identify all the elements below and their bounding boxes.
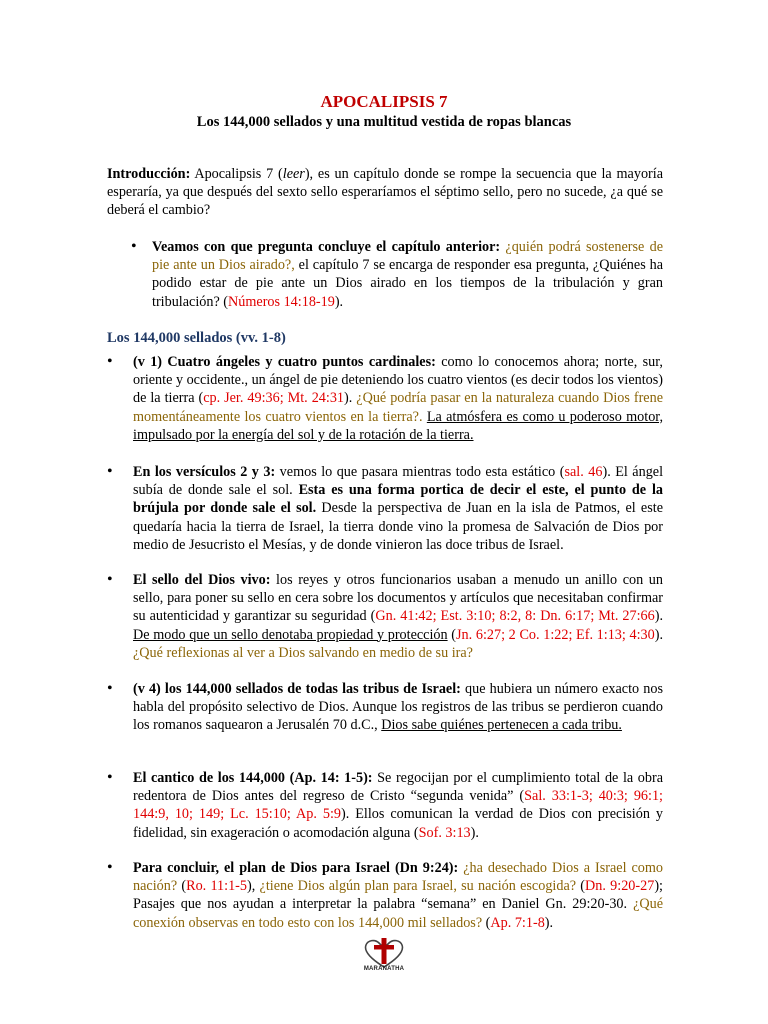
item-text: Desde la perspectiva de Juan en la isla de Patmos, el este quedaría hacia la tierra de Israel, la tierra donde vino la promesa de Salvación de Dios por medio de Jesucristo el Mesías, y de donde vinieron las doce tribus de Israel. [133,500,663,553]
prev-chapter-label: Veamos con que pregunta concluye el capítulo anterior: [152,239,501,255]
intro-label: Introducción: [107,166,191,182]
item-reference: Jn. 6:27; 2 Co. 1:22; Ef. 1:13; 4:30 [456,626,655,643]
document-subtitle: Los 144,000 sellados y una multitud vestida de ropas blancas [196,114,572,130]
item-reference: Ro. 11:1-5 [186,878,247,895]
item-question: ¿tiene Dios algún plan para Israel, su nación escogida? [259,878,577,895]
item-text: ). El ángel subía de donde sale el sol. [133,464,664,499]
item-question: ¿Qué podría pasar en la naturaleza cuando Dios frene momentáneamente los cuatro vientos en la tierra?. [133,390,663,425]
item-label: El sello del Dios vivo: [133,572,271,588]
item-text: ). [654,626,664,643]
bullet-icon: • [107,571,113,588]
bullet-icon: • [107,680,113,697]
document-title: APOCALIPSIS 7 [320,92,448,111]
item-reference: Ap. 7:1-8 [490,914,545,931]
item-text: ). [344,390,357,407]
item-label: En los versículos 2 y 3: [133,464,276,480]
prev-chapter-text-2: ). [334,293,344,310]
item-text: ( [177,878,187,895]
prev-chapter-text-1: el capítulo 7 se encarga de responder esa pregunta, ¿Quiénes ha podido estar de pie ante un Dios airado en los tiempos de la tribulación y gran tribulación? ( [152,257,663,310]
item-underlined-text: De modo que un sello denotaba propiedad y protección [133,626,448,643]
item-text: ). [470,824,479,841]
list-item [133,680,663,735]
item-label: Para concluir, el plan de Dios para Israel (Dn 9:24): [133,860,459,876]
list-item [133,353,663,444]
item-text: Se regocijan por el cumplimiento total de la obra redentora de Dios antes del regreso de Cristo “segunda venida” ( [133,770,664,805]
item-reference: sal. 46 [564,464,603,480]
section-heading: Los 144,000 sellados (vv. 1-8) [107,330,286,346]
item-reference: Gn. 41:42; Est. 3:10; 8:2, 8: Dn. 6:17; Mt. 27:66 [375,608,655,625]
item-label: El cantico de los 144,000 (Ap. 14: 1-5): [133,770,373,786]
item-question: ¿ha desechado Dios a Israel como nación? [133,860,664,895]
prev-chapter-question: ¿quién podrá sostenerse de pie ante un Dios airado?, [152,239,663,274]
item-underlined-text: La atmósfera es como u poderoso motor, impulsado por la energía del sol y de la rotación de la tierra. [133,408,663,443]
item-bold-text: Esta es una forma portica de decir el este, el punto de la brújula por donde sale el sol. [133,482,663,517]
bullet-icon: • [131,238,137,255]
list-item [133,769,663,842]
list-item [133,571,663,662]
item-text: ). [544,914,554,931]
bullet-icon: • [107,463,113,480]
logo-text: MARANATHA [363,966,405,972]
prev-chapter-reference: Números 14:18-19 [228,293,335,310]
cross-heart-icon [356,936,412,970]
item-text: ), [247,878,260,895]
item-text: como lo conocemos ahora; norte, sur, oriente y occidente., un ángel de pie deteniendo los cuatro vientos (es decir todos los vientos) de la tierra ( [133,354,663,407]
item-reference: Sof. 3:13 [418,824,471,841]
item-question: ¿Qué conexión observas en todo esto con los 144,000 mil sellados? [133,896,663,931]
item-label: (v 1) Cuatro ángeles y cuatro puntos cardinales: [133,354,436,370]
intro-text-2: ), es un capítulo donde se rompe la secuencia que la mayoría esperaría, ya que después del sexto sello esperaríamos el séptimo sello, pero no sucede, ¿a qué se deberá el cambio? [107,166,663,219]
intro-paragraph [107,165,663,220]
item-text: ( [447,626,457,643]
list-item [133,859,663,932]
item-text: ( [576,878,586,895]
item-underlined-text: Dios sabe quiénes pertenecen a cada tribu. [381,717,622,734]
bullet-icon: • [107,353,113,370]
item-text: ); Pasajes que nos ayudan a interpretar la palabra “semana” en Daniel Gn. 29:20-30. [133,878,663,913]
intro-text-1: Apocalipsis 7 ( [190,166,283,182]
item-question: ¿Qué reflexionas al ver a Dios salvando en medio de su ira? [133,644,473,661]
item-reference: Dn. 9:20-27 [585,878,655,895]
list-item [133,463,663,554]
item-text: ( [482,914,491,931]
item-text: que hubiera un número exacto nos habla del propósito selectivo de Dios. Aunque los registros de las tribus se perdieron cuando los romanos saquearon a Jerusalén 70 d.C., [133,681,663,734]
item-label: (v 4) los 144,000 sellados de todas las tribus de Israel: [133,681,461,697]
item-reference: cp. Jer. 49:36; Mt. 24:31 [203,390,345,407]
intro-leer: leer [282,166,305,182]
bullet-icon: • [107,769,113,786]
item-text: ). Ellos comunican la verdad de Dios con precisión y fidelidad, sin exageración o acomodación alguna ( [133,806,664,841]
bullet-icon: • [107,859,113,876]
item-text: los reyes y otros funcionarios usaban a menudo un anillo con un sello, para poner su sello en cera sobre los documentos y artículos que necesitaban confirmar su autenticidad y garantizar su seguridad ( [133,572,663,625]
item-reference: Sal. 33:1-3; 40:3; 96:1; 144:9, 10; 149; Lc. 15:10; Ap. 5:9 [133,788,663,823]
item-text: ). [654,608,664,625]
prev-chapter-paragraph [152,238,663,311]
item-text: vemos lo que pasara mientras todo esta estático ( [275,464,565,480]
